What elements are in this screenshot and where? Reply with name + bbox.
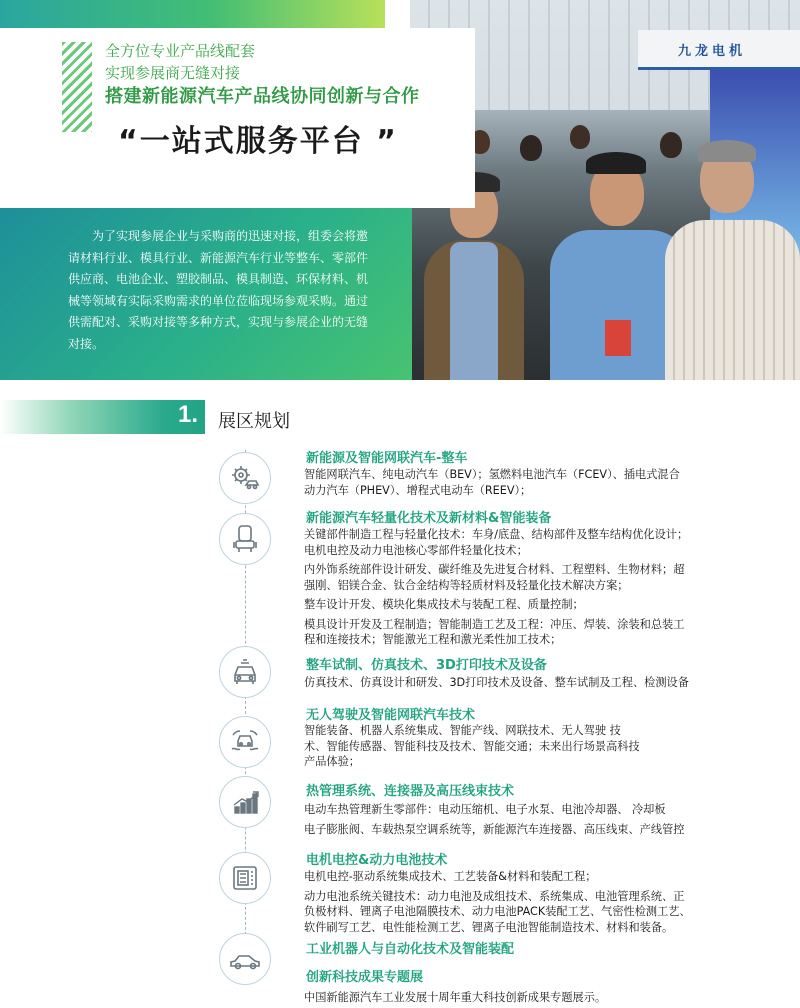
item-body — [304, 802, 734, 837]
item-title: 电机电控&动力电池技术 — [306, 853, 448, 868]
item-body — [304, 527, 734, 648]
hero-title-block — [105, 40, 465, 109]
battery-panel-icon — [219, 852, 271, 904]
item-line: 动力汽车（PHEV）、增程式电动车（REEV）； — [304, 483, 532, 497]
car-seat-icon — [219, 513, 271, 565]
lanyard-badge — [605, 320, 631, 356]
item-line: 电机电控及动力电池核心零部件轻量化技术； — [304, 543, 528, 557]
hero-line-3: 搭建新能源汽车产品线协同创新与合作 — [105, 86, 420, 107]
autonomous-car-icon — [219, 716, 271, 768]
item-line: 中国新能源汽车工业发展十周年重大科技创新成果专题展示。 — [304, 991, 607, 1004]
item-line: 强刚、铝镁合金、钛合金结构等轻质材料及轻量化技术解决方案； — [304, 578, 629, 592]
item-body — [304, 990, 734, 1006]
section-title: 展区规划 — [218, 411, 290, 432]
item-line: 术、智能传感器、智能科技及技术、智能交通；未来出行场景高科技 — [304, 739, 640, 753]
item-title: 新能源汽车轻量化技术及新材料&智能装备 — [306, 511, 552, 526]
item-line: 电动车热管理新生零部件：电动压缩机、电子水泵、电池冷却器、 冷却板 — [304, 803, 666, 816]
item-line: 仿真技术、仿真设计和研发、3D打印技术及设备、整车试制及工程、检测设备 — [304, 676, 689, 689]
item-line: 智能装备、机器人系统集成、智能产线、网联技术、无人驾驶 技 — [304, 724, 621, 737]
item-title: 整车试制、仿真技术、3D打印技术及设备 — [306, 658, 547, 673]
hero-line-2: 实现参展商无缝对接 — [105, 64, 241, 82]
bar-chart-icon — [219, 776, 271, 828]
item-title: 无人驾驶及智能网联汽车技术 — [306, 708, 476, 723]
item-line: 内外饰系统部件设计研发、碳纤维及先进复合材料、工程塑料、生物材料；超 — [304, 563, 685, 576]
item-line: 关键部件制造工程与轻量化技术：车身/底盘、结构部件及整车结构优化设计； — [304, 528, 689, 541]
intro-text: 为了实现参展企业与采购商的迅速对接，组委会将邀请材料行业、模具行业、新能源汽车行业等整车、零部件供应商、电池企业、塑胶制品、模具制造、环保材料、机械等领域有实际采购需求的单位莅临现场参观采购。通过供需配对、采购对接等多种方式，实现与参展企业的无缝对接。 — [68, 229, 369, 351]
item-line: 软件刷写工艺、电性能检测工艺、锂离子电池智能制造技术、材料和装备。 — [304, 920, 674, 934]
item-line: 动力电池系统关键技术：动力电池及成组技术、系统集成、电池管理系统、正 — [304, 889, 685, 903]
item-line: 电子膨胀阀、车载热泵空调系统等，新能源汽车连接器、高压线束、产线管控 — [304, 822, 685, 836]
hero-banner — [0, 0, 800, 380]
item-body — [304, 869, 734, 935]
car-side-icon — [219, 933, 271, 985]
item-line: 模具设计开发及工程制造；智能制造工艺及工程：冲压、焊装、涂装和总装工 — [304, 617, 685, 631]
item-title: 新能源及智能网联汽车-整车 — [306, 451, 468, 466]
item-line: 智能网联汽车、纯电动汽车（BEV）；氢燃料电池汽车（FCEV）、插电式混合 — [304, 468, 680, 481]
item-body — [304, 723, 734, 770]
hero-top-gradient-bar — [0, 0, 385, 28]
car-front-icon — [219, 646, 271, 698]
item-title: 工业机器人与自动化技术及智能装配 — [306, 942, 515, 957]
hero-slogan: “一站式服务平台 ” — [118, 124, 398, 159]
item-line: 整车设计开发、模块化集成技术与装配工程、质量控制； — [304, 598, 584, 611]
gears-car-icon — [219, 452, 271, 504]
item-body — [304, 467, 734, 498]
item-line: 程和连接技术；智能激光工程和激光柔性加工技术； — [304, 633, 562, 646]
hero-line-1: 全方位专业产品线配套 — [105, 42, 256, 60]
section-header-bar — [0, 400, 205, 434]
item-title: 热管理系统、连接器及高压线束技术 — [306, 784, 515, 799]
item-title: 创新科技成果专题展 — [306, 970, 424, 985]
decorative-stripes — [62, 42, 92, 132]
item-line: 负极材料、锂离子电池隔膜技术、动力电池PACK装配工艺、气密性检测工艺、 — [304, 905, 691, 918]
item-body — [304, 675, 734, 691]
booth-sign: 九龙电机 — [638, 30, 800, 70]
item-line: 电机电控-驱动系统集成技术、工艺装备&材料和装配工程； — [304, 870, 597, 883]
section-number: 1. — [178, 401, 199, 428]
item-line: 产品体验； — [304, 755, 360, 768]
